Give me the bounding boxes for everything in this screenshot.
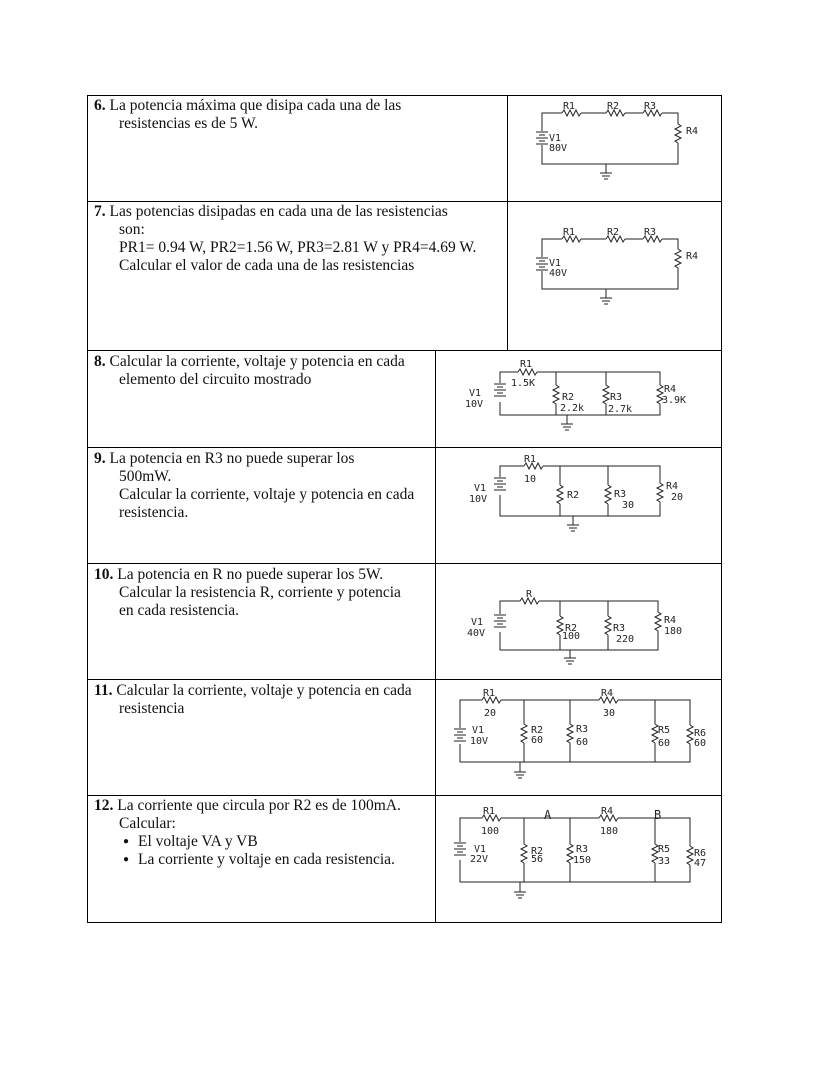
problem-number: 9.	[94, 450, 106, 467]
r6-value: 47	[694, 858, 707, 869]
problem-line: resistencia	[119, 700, 185, 717]
problem-line: Calcular:	[119, 815, 176, 832]
resistor-r4	[675, 249, 681, 268]
problem-line: La potencia máxima que disipa cada una de las	[109, 97, 402, 114]
r3-label: R3	[576, 724, 589, 735]
bullet-item	[94, 851, 401, 869]
resistor-r6	[687, 846, 693, 865]
r6-label: R6	[694, 728, 707, 739]
r2-value: 2.2k	[560, 403, 585, 414]
problem-number: 7.	[94, 203, 106, 220]
r4-label: R4	[686, 251, 699, 262]
r2-value: 60	[531, 735, 544, 746]
resistor-r3	[605, 485, 611, 504]
r3-value: 150	[573, 855, 592, 866]
r2-value: 100	[562, 631, 581, 642]
circuit-6-diagram	[508, 96, 721, 201]
node-a-label: A	[544, 808, 552, 822]
problem-line: resistencia.	[119, 504, 189, 521]
r2-value: 56	[531, 854, 544, 865]
r1-label: R1	[563, 101, 576, 112]
v1-label: V1	[549, 133, 562, 144]
problem-number: 12.	[94, 797, 114, 814]
r1-label: R1	[563, 227, 576, 238]
v1-label: V1	[474, 844, 487, 855]
r3-value: 60	[576, 737, 589, 748]
circuit-12-diagram	[436, 796, 721, 922]
r2-label: R2	[562, 392, 575, 403]
problem-line: PR1= 0.94 W, PR2=1.56 W, PR3=2.81 W y PR4=4.69 W.	[119, 239, 477, 256]
problem-7-text	[94, 203, 476, 275]
resistor-r2	[557, 485, 563, 504]
problem-line: La potencia en R3 no puede superar los	[109, 450, 355, 467]
problem-line: Calcular el valor de cada una de las resistencias	[119, 257, 415, 274]
r4-label: R4	[664, 615, 677, 626]
v1-value: 22V	[470, 854, 489, 865]
v1-label: V1	[472, 725, 485, 736]
problem-8-text	[94, 353, 405, 389]
problem-number: 8.	[94, 353, 106, 370]
r2-label: R2	[567, 490, 580, 501]
problem-line: Calcular la corriente, voltaje y potencia en cada	[119, 486, 415, 503]
resistor-r4	[675, 124, 681, 143]
resistor-r4	[657, 483, 663, 502]
r3-value: 220	[616, 634, 635, 645]
circuit-9-diagram	[436, 448, 721, 563]
problem-6-text	[94, 97, 401, 133]
resistor-r2	[521, 724, 527, 743]
r3-value: 2.7k	[608, 404, 633, 415]
r2-label: R2	[531, 846, 544, 857]
r4-value: 3.9K	[662, 395, 687, 406]
r6-value: 60	[694, 738, 707, 749]
r3-value: 30	[622, 500, 635, 511]
v1-value: 10V	[465, 399, 484, 410]
r5-label: R5	[658, 725, 671, 736]
r5-value: 60	[658, 738, 671, 749]
r1-label: R1	[483, 688, 496, 699]
r1-value: 1.5K	[511, 378, 536, 389]
node-b-label: B	[654, 808, 662, 822]
v1-value: 80V	[549, 143, 568, 154]
r3-label: R3	[576, 844, 589, 855]
problem-number: 10.	[94, 566, 114, 583]
resistor-r3	[603, 385, 609, 404]
r2-label: R2	[565, 623, 578, 634]
problem-line: Calcular la resistencia R, corriente y potencia	[119, 584, 401, 601]
r6-label: R6	[694, 848, 707, 859]
problem-line: en cada resistencia.	[119, 602, 240, 619]
r4-label: R4	[601, 688, 614, 699]
circuit-8-diagram	[436, 351, 721, 447]
circuit-10-diagram	[436, 564, 721, 679]
bullet-text: El voltaje VA y VB	[138, 833, 258, 850]
v1-label: V1	[469, 388, 482, 399]
problem-line: Calcular la corriente, voltaje y potencia en cada	[109, 353, 405, 370]
v1-label: V1	[549, 258, 562, 269]
r1-label: R1	[524, 454, 537, 465]
r4-label: R4	[686, 126, 699, 137]
r1-label: R1	[520, 359, 533, 370]
resistor-r2	[553, 385, 559, 404]
resistor-r6	[687, 725, 693, 744]
r1-value: 10	[524, 474, 537, 485]
r3-label: R3	[614, 489, 627, 500]
r4-label: R4	[666, 481, 679, 492]
r4-value: 180	[664, 626, 683, 637]
r2-label: R2	[607, 101, 620, 112]
resistor-r4	[655, 612, 661, 631]
r3-label: R3	[610, 392, 623, 403]
r4-label: R4	[664, 384, 677, 395]
bullet-icon: ●	[122, 836, 130, 847]
v1-label: V1	[471, 617, 484, 628]
resistor-r3	[605, 616, 611, 635]
problem-line: Las potencias disipadas en cada una de las resistencias	[109, 203, 448, 220]
r4-value: 180	[600, 826, 619, 837]
r3-label: R3	[644, 227, 657, 238]
r4-value: 30	[603, 708, 616, 719]
problem-12-text	[94, 797, 401, 869]
r4-value: 20	[671, 492, 684, 503]
problem-line: La potencia en R no puede superar los 5W.	[117, 566, 384, 583]
resistor-r3	[567, 724, 573, 743]
problem-11-text	[94, 682, 412, 718]
v1-value: 40V	[549, 268, 568, 279]
r1-value: 20	[484, 708, 497, 719]
r5-value: 33	[658, 856, 671, 867]
problem-number: 11.	[94, 682, 113, 699]
v1-value: 10V	[470, 736, 489, 747]
r3-label: R3	[644, 101, 657, 112]
r-label: R	[526, 589, 533, 600]
r4-label: R4	[601, 806, 614, 817]
problem-line: La corriente que circula por R2 es de 100mA.	[117, 797, 401, 814]
r5-label: R5	[658, 844, 671, 855]
r2-label: R2	[607, 227, 620, 238]
problem-number: 6.	[94, 97, 106, 114]
problem-line: elemento del circuito mostrado	[119, 371, 312, 388]
circuit-7-diagram	[508, 202, 721, 350]
bullet-icon: ●	[122, 854, 130, 865]
v1-label: V1	[474, 483, 487, 494]
r1-value: 100	[481, 826, 500, 837]
v1-value: 10V	[469, 494, 488, 505]
problem-9-text	[94, 450, 414, 522]
problem-line: son:	[119, 221, 145, 238]
r3-label: R3	[613, 623, 626, 634]
problem-line: 500mW.	[119, 468, 172, 485]
r2-label: R2	[531, 725, 544, 736]
v1-value: 40V	[467, 628, 486, 639]
r1-label: R1	[483, 806, 496, 817]
bullet-text: La corriente y voltaje en cada resistencia.	[138, 851, 395, 868]
problem-10-text	[94, 566, 401, 620]
problem-line: resistencias es de 5 W.	[119, 115, 259, 132]
resistor-r2	[521, 844, 527, 863]
problem-line: Calcular la corriente, voltaje y potencia en cada	[116, 682, 412, 699]
circuit-11-diagram	[436, 680, 721, 795]
bullet-item	[94, 833, 401, 851]
